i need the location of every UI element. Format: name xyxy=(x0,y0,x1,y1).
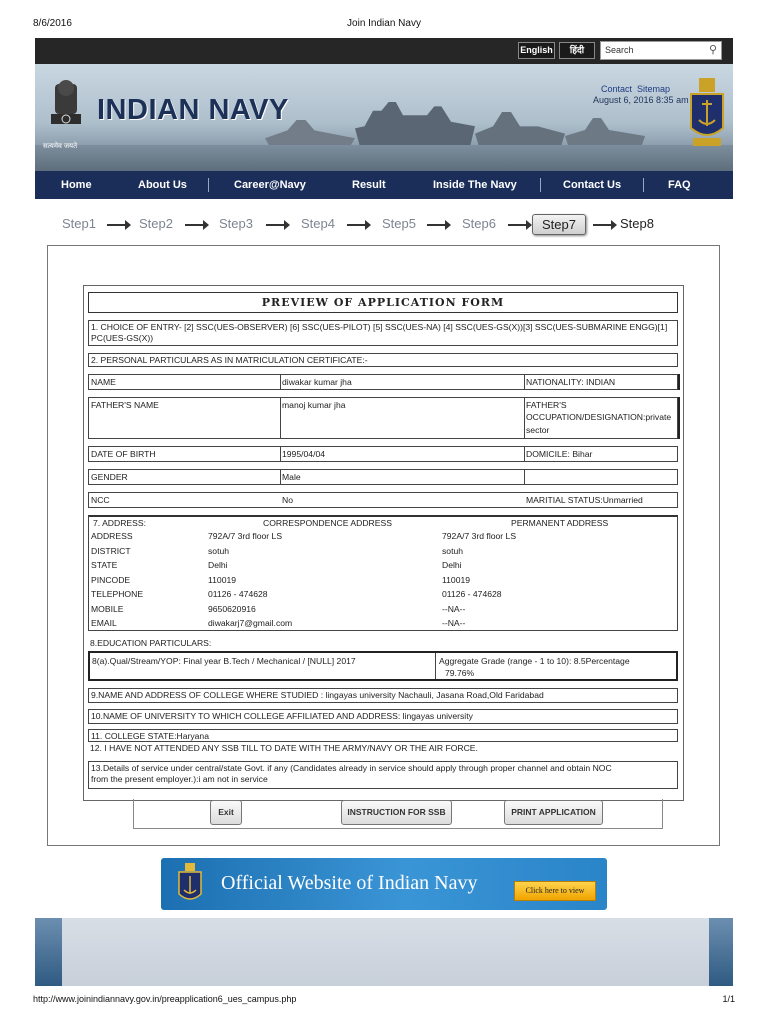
mobile-label: MOBILE xyxy=(91,603,124,614)
dob-row xyxy=(88,446,678,462)
emblem-caption: सत्यमेव जयते xyxy=(43,143,78,150)
step-7-current: Step7 xyxy=(532,214,586,235)
promo-title: Official Website of Indian Navy xyxy=(221,872,478,894)
step-8: Step8 xyxy=(620,216,654,231)
footer-sea-left xyxy=(35,918,62,986)
print-footer xyxy=(33,994,735,1006)
ship-image xyxy=(565,118,645,148)
nav-item-contact[interactable]: Contact Us xyxy=(563,179,622,191)
divider xyxy=(678,374,680,390)
correspondence-heading: CORRESPONDENCE ADDRESS xyxy=(263,518,392,528)
print-title: Join Indian Navy xyxy=(347,18,421,29)
gender-label: GENDER xyxy=(91,472,128,482)
navy-crest-icon xyxy=(687,76,727,152)
permanent-heading: PERMANENT ADDRESS xyxy=(511,518,609,528)
ship-image xyxy=(475,112,565,148)
address-corr: 792A/7 3rd floor LS xyxy=(208,531,283,541)
name-label: NAME xyxy=(91,377,116,387)
nav-separator xyxy=(208,178,209,192)
district-label: DISTRICT xyxy=(91,545,131,556)
domicile: DOMICILE: Bihar xyxy=(526,449,593,459)
instruction-ssb-button[interactable]: INSTRUCTION FOR SSB xyxy=(341,800,452,825)
nav-item-career[interactable]: Career@Navy xyxy=(234,179,306,191)
pincode-label: PINCODE xyxy=(91,574,131,585)
district-perm: sotuh xyxy=(442,545,464,556)
gender-row xyxy=(88,469,678,485)
ncc-label: NCC xyxy=(91,495,110,505)
nav-item-result[interactable]: Result xyxy=(352,179,386,191)
step-arrow xyxy=(266,224,288,226)
print-date: 8/6/2016 xyxy=(33,18,72,29)
telephone-label: TELEPHONE xyxy=(91,589,144,599)
site-title: INDIAN NAVY xyxy=(97,94,289,126)
university-name: 10.NAME OF UNIVERSITY TO WHICH COLLEGE AFFILIATED AND ADDRESS: lingayas university xyxy=(88,709,678,724)
state-label: STATE xyxy=(91,560,118,570)
marital-status: MARITIAL STATUS:Unmarried xyxy=(526,495,643,505)
education-qualification: 8(a).Qual/Stream/YOP: Final year B.Tech / Mechanical / [NULL] 2017 xyxy=(92,656,356,666)
nav-separator xyxy=(540,178,541,192)
official-website-banner[interactable] xyxy=(161,858,607,910)
click-here-button[interactable]: Click here to view xyxy=(514,881,596,901)
divider xyxy=(435,653,436,679)
divider xyxy=(280,375,281,389)
ncc-row xyxy=(88,492,678,508)
contact-link[interactable]: Contact xyxy=(601,84,633,94)
contact-links xyxy=(601,84,670,94)
print-header xyxy=(33,18,735,30)
email-perm: --NA-- xyxy=(442,618,466,628)
navy-crest-icon xyxy=(177,862,203,906)
print-page-number: 1/1 xyxy=(722,994,735,1004)
nationality: NATIONALITY: INDIAN xyxy=(526,377,616,387)
choice-of-entry: 1. CHOICE OF ENTRY- [2] SSC(UES-OBSERVER) [6] SSC(UES-PILOT) [5] SSC(UES-NA) [4] SSC(UES-GS(X))[3] SSC(UES-SUBMARINE ENGG)[1] PC(UES-GS(X)) xyxy=(88,320,678,346)
college-state: 11. COLLEGE STATE:Haryana xyxy=(88,729,678,742)
address-heading: 7. ADDRESS: xyxy=(93,518,147,528)
divider xyxy=(524,447,525,461)
address-perm: 792A/7 3rd floor LS xyxy=(442,531,517,541)
print-url: http://www.joinindiannavy.gov.in/preapplication6_ues_campus.php xyxy=(33,994,297,1004)
ncc-value: No xyxy=(282,495,293,505)
step-3: Step3 xyxy=(219,216,253,231)
father-name-value: manoj kumar jha xyxy=(282,400,346,410)
email-label: EMAIL xyxy=(91,618,117,628)
nav-item-inside-navy[interactable]: Inside The Navy xyxy=(433,179,517,191)
search-icon[interactable]: ⚲ xyxy=(708,44,717,56)
mobile-corr: 9650620916 xyxy=(208,603,256,614)
step-1: Step1 xyxy=(62,216,96,231)
father-occupation-1: FATHER'S xyxy=(526,400,567,410)
form-title: PREVIEW OF APPLICATION FORM xyxy=(88,292,678,313)
divider xyxy=(280,470,281,484)
college-name-address: 9.NAME AND ADDRESS OF COLLEGE WHERE STUDIED : lingayas university Nachauli, Jasana Road,Old Faridabad xyxy=(88,688,678,703)
exit-button[interactable]: Exit xyxy=(210,800,242,825)
divider xyxy=(280,398,281,438)
top-bar xyxy=(35,38,733,64)
dob-label: DATE OF BIRTH xyxy=(91,449,156,459)
search-input[interactable] xyxy=(600,41,722,60)
main-nav xyxy=(35,171,733,199)
print-application-button[interactable]: PRINT APPLICATION xyxy=(504,800,603,825)
sea-image xyxy=(35,145,733,171)
father-occupation-2: OCCUPATION/DESIGNATION:private xyxy=(526,412,672,422)
footer-sea-right xyxy=(709,918,733,986)
nav-item-faq[interactable]: FAQ xyxy=(668,179,691,191)
ssb-declaration: 12. I HAVE NOT ATTENDED ANY SSB TILL TO DATE WITH THE ARMY/NAVY OR THE AIR FORCE. xyxy=(88,742,678,755)
nav-separator xyxy=(643,178,644,192)
education-grade: Aggregate Grade (range - 1 to 10): 8.5Percentage xyxy=(439,656,630,666)
education-heading: 8.EDUCATION PARTICULARS: xyxy=(88,637,678,650)
name-row xyxy=(88,374,678,390)
state-corr: Delhi xyxy=(208,560,228,570)
step-4: Step4 xyxy=(301,216,335,231)
step-2: Step2 xyxy=(139,216,173,231)
step-arrow xyxy=(508,224,530,226)
step-arrow xyxy=(427,224,449,226)
nav-item-about[interactable]: About Us xyxy=(138,179,187,191)
step-arrow xyxy=(107,224,129,226)
divider xyxy=(524,470,525,484)
personal-particulars-heading: 2. PERSONAL PARTICULARS AS IN MATRICULATION CERTIFICATE:- xyxy=(88,353,678,367)
divider xyxy=(678,397,680,439)
email-corr: diwakarj7@gmail.com xyxy=(208,618,293,628)
service-details xyxy=(88,761,678,789)
district-corr: sotuh xyxy=(208,545,230,556)
telephone-perm: 01126 - 474628 xyxy=(442,589,502,599)
sitemap-link[interactable]: Sitemap xyxy=(637,84,671,94)
state-perm: Delhi xyxy=(442,560,462,570)
address-label: ADDRESS xyxy=(91,531,133,541)
ashoka-emblem-icon xyxy=(43,78,89,150)
service-details-line1: 13.Details of service under central/state Govt. if any (Candidates already in service should apply through proper channel and obtain NOC xyxy=(91,763,612,773)
divider xyxy=(524,375,525,389)
education-percentage: 79.76% xyxy=(445,668,475,678)
father-occupation-3: sector xyxy=(526,425,550,435)
name-value: diwakar kumar jha xyxy=(282,377,352,387)
father-name-label: FATHER'S NAME xyxy=(91,400,159,410)
step-5: Step5 xyxy=(382,216,416,231)
education-row xyxy=(88,651,678,681)
pincode-corr: 110019 xyxy=(208,574,237,585)
dob-value: 1995/04/04 xyxy=(282,449,326,459)
service-details-line2: from the present employer.):i am not in service xyxy=(91,774,268,784)
header-banner xyxy=(35,64,733,171)
nav-item-home[interactable]: Home xyxy=(61,179,92,191)
footer-background xyxy=(35,918,733,986)
telephone-corr: 01126 - 474628 xyxy=(208,589,268,599)
step-progress xyxy=(35,210,733,242)
address-block xyxy=(88,515,678,631)
gender-value: Male xyxy=(282,472,301,482)
step-arrow xyxy=(347,224,369,226)
search-placeholder: Search xyxy=(605,45,634,55)
mobile-perm: --NA-- xyxy=(442,603,466,614)
step-arrow xyxy=(185,224,207,226)
divider xyxy=(280,447,281,461)
divider xyxy=(524,398,525,438)
current-datetime: August 6, 2016 8:35 am xyxy=(593,95,689,105)
step-arrow xyxy=(593,224,615,226)
father-row xyxy=(88,397,678,439)
pincode-perm: 110019 xyxy=(442,574,471,585)
step-6: Step6 xyxy=(462,216,496,231)
lang-hindi-button[interactable]: हिंदी xyxy=(559,42,595,59)
ship-image xyxy=(355,102,475,146)
lang-english-button[interactable]: English xyxy=(518,42,555,59)
